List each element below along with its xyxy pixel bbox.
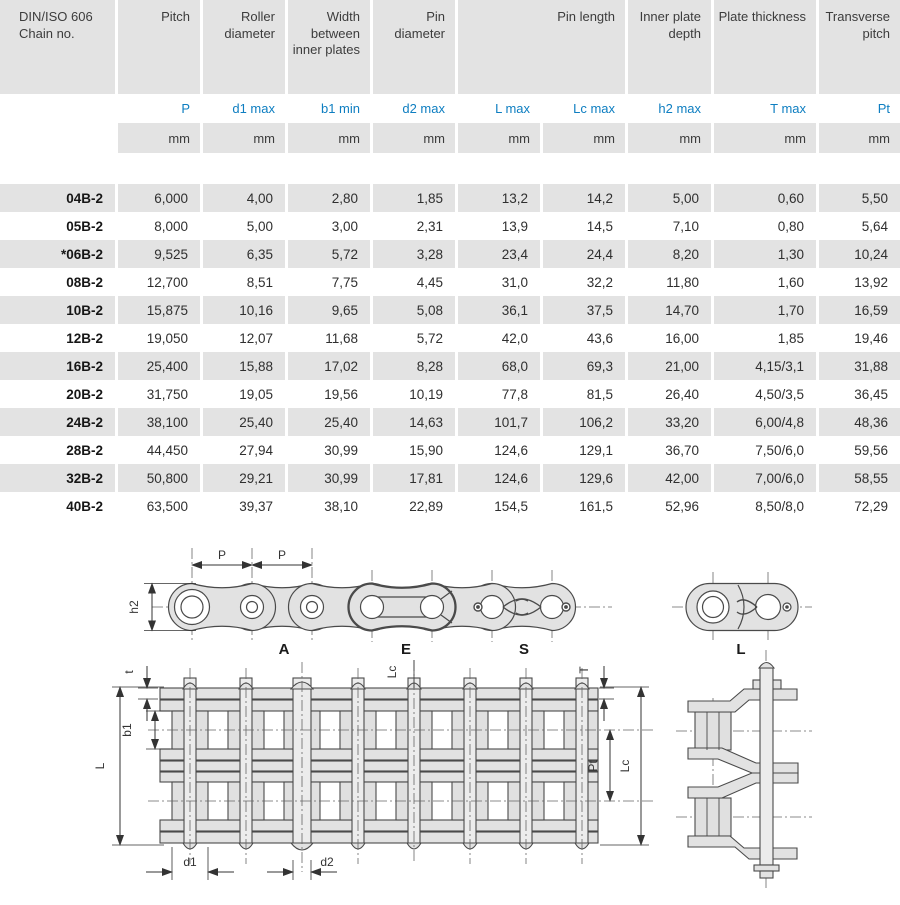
value-cell: 31,750 [115, 380, 200, 408]
value-cell: 17,81 [370, 464, 455, 492]
value-cell: 16,59 [816, 296, 900, 324]
value-cell: 4,45 [370, 268, 455, 296]
table-row [0, 296, 900, 324]
table-row [0, 184, 900, 212]
value-cell: 44,450 [115, 436, 200, 464]
value-cell: 22,89 [370, 492, 455, 520]
unit-cell: mm [711, 123, 816, 153]
value-cell: 36,1 [455, 296, 540, 324]
value-cell: 32,2 [540, 268, 625, 296]
unit-cell: mm [115, 123, 200, 153]
value-cell: 1,85 [370, 184, 455, 212]
value-cell: 154,5 [455, 492, 540, 520]
chain-no-cell: 12B-2 [0, 324, 115, 352]
pt-dim-label: Pt [586, 760, 600, 772]
value-cell: 63,500 [115, 492, 200, 520]
technical-drawings [0, 520, 900, 900]
value-cell: 7,75 [285, 268, 370, 296]
value-cell: 33,20 [625, 408, 711, 436]
value-cell: 5,72 [285, 240, 370, 268]
col-header-inner-plate-depth: Inner plate depth [625, 0, 711, 94]
value-cell: 4,15/3,1 [711, 352, 816, 380]
value-cell: 26,40 [625, 380, 711, 408]
value-cell: 1,85 [711, 324, 816, 352]
h2-dim-label: h2 [127, 600, 141, 614]
value-cell: 11,68 [285, 324, 370, 352]
value-cell: 19,56 [285, 380, 370, 408]
value-cell: 101,7 [455, 408, 540, 436]
value-cell: 14,70 [625, 296, 711, 324]
value-cell: 31,0 [455, 268, 540, 296]
symbol-b1-min: b1 min [285, 94, 370, 123]
chain-no-cell: 32B-2 [0, 464, 115, 492]
value-cell: 42,0 [455, 324, 540, 352]
value-cell: 5,50 [816, 184, 900, 212]
value-cell: 36,70 [625, 436, 711, 464]
unit-cell: mm [625, 123, 711, 153]
value-cell: 39,37 [200, 492, 285, 520]
chain-no-cell: 24B-2 [0, 408, 115, 436]
chain-no-cell: 28B-2 [0, 436, 115, 464]
table-body [0, 184, 900, 520]
d1-dim-label: d1 [183, 855, 197, 869]
unit-cell: mm [285, 123, 370, 153]
chain-no-cell: 10B-2 [0, 296, 115, 324]
value-cell: 14,2 [540, 184, 625, 212]
value-cell: 5,08 [370, 296, 455, 324]
col-header-plate-thickness: Plate thickness [711, 0, 816, 94]
value-cell: 27,94 [200, 436, 285, 464]
value-cell: 68,0 [455, 352, 540, 380]
symbol-h2-max: h2 max [625, 94, 711, 123]
value-cell: 59,56 [816, 436, 900, 464]
value-cell: 72,29 [816, 492, 900, 520]
value-cell: 15,88 [200, 352, 285, 380]
value-cell: 161,5 [540, 492, 625, 520]
value-cell: 0,80 [711, 212, 816, 240]
value-cell: 31,88 [816, 352, 900, 380]
value-cell: 13,2 [455, 184, 540, 212]
pitch-dim-label: P [277, 548, 287, 562]
chain-plan-view [148, 660, 656, 872]
value-cell: 0,60 [711, 184, 816, 212]
unit-cell: mm [455, 123, 540, 153]
l-dim-label: L [93, 762, 107, 770]
value-cell: 24,4 [540, 240, 625, 268]
table-row [0, 408, 900, 436]
chain-no-cell: 05B-2 [0, 212, 115, 240]
unit-cell: mm [200, 123, 285, 153]
col-header-inner-width: Width between inner plates [285, 0, 370, 94]
table-row [0, 352, 900, 380]
value-cell: 15,875 [115, 296, 200, 324]
chain-no-cell: 20B-2 [0, 380, 115, 408]
value-cell: 36,45 [816, 380, 900, 408]
value-cell: 13,92 [816, 268, 900, 296]
value-cell: 38,100 [115, 408, 200, 436]
link-label-l: L [736, 641, 746, 658]
value-cell: 6,000 [115, 184, 200, 212]
value-cell: 12,700 [115, 268, 200, 296]
spacer-row [0, 153, 900, 184]
value-cell: 30,99 [285, 436, 370, 464]
table-row [0, 324, 900, 352]
value-cell: 8,51 [200, 268, 285, 296]
symbol-p: P [115, 94, 200, 123]
symbol-d2-max: d2 max [370, 94, 455, 123]
col-header-chain-no [0, 0, 115, 94]
value-cell: 13,9 [455, 212, 540, 240]
value-cell: 15,90 [370, 436, 455, 464]
col-header-roller-diameter: Roller diameter [200, 0, 285, 94]
table-row [0, 464, 900, 492]
chain-side-view [152, 548, 812, 642]
table-row [0, 380, 900, 408]
value-cell: 129,6 [540, 464, 625, 492]
value-cell: 69,3 [540, 352, 625, 380]
value-cell: 9,65 [285, 296, 370, 324]
symbol-empty-cell [0, 94, 115, 123]
value-cell: 5,64 [816, 212, 900, 240]
section-label-e: E [400, 641, 412, 658]
value-cell: 30,99 [285, 464, 370, 492]
value-cell: 6,00/4,8 [711, 408, 816, 436]
value-cell: 58,55 [816, 464, 900, 492]
value-cell: 2,31 [370, 212, 455, 240]
value-cell: 29,21 [200, 464, 285, 492]
value-cell: 2,80 [285, 184, 370, 212]
value-cell: 11,80 [625, 268, 711, 296]
table-row [0, 268, 900, 296]
value-cell: 25,400 [115, 352, 200, 380]
table-row [0, 436, 900, 464]
symbol-row [0, 94, 900, 123]
value-cell: 5,72 [370, 324, 455, 352]
value-cell: 8,20 [625, 240, 711, 268]
lc-top-dim-label: Lc [385, 665, 399, 679]
standard-label: DIN/ISO 606 [19, 9, 93, 24]
value-cell: 8,000 [115, 212, 200, 240]
value-cell: 7,00/6,0 [711, 464, 816, 492]
value-cell: 3,28 [370, 240, 455, 268]
chain-no-cell: 40B-2 [0, 492, 115, 520]
unit-empty-cell [0, 123, 115, 153]
value-cell: 25,40 [285, 408, 370, 436]
value-cell: 19,05 [200, 380, 285, 408]
chain-no-cell: 04B-2 [0, 184, 115, 212]
value-cell: 25,40 [200, 408, 285, 436]
symbol-t-max: T max [711, 94, 816, 123]
value-cell: 16,00 [625, 324, 711, 352]
value-cell: 19,050 [115, 324, 200, 352]
t-dim-label: t [122, 670, 136, 674]
value-cell: 14,5 [540, 212, 625, 240]
table-row [0, 240, 900, 268]
value-cell: 5,00 [625, 184, 711, 212]
chain-no-cell: *06B-2 [0, 240, 115, 268]
value-cell: 7,10 [625, 212, 711, 240]
value-cell: 42,00 [625, 464, 711, 492]
value-cell: 10,16 [200, 296, 285, 324]
value-cell: 8,28 [370, 352, 455, 380]
value-cell: 1,30 [711, 240, 816, 268]
value-cell: 21,00 [625, 352, 711, 380]
value-cell: 7,50/6,0 [711, 436, 816, 464]
value-cell: 38,10 [285, 492, 370, 520]
value-cell: 6,35 [200, 240, 285, 268]
section-label-s: S [518, 641, 530, 658]
unit-cell: mm [370, 123, 455, 153]
value-cell: 43,6 [540, 324, 625, 352]
value-cell: 48,36 [816, 408, 900, 436]
value-cell: 8,50/8,0 [711, 492, 816, 520]
t-cap-dim-label: T [577, 666, 591, 674]
value-cell: 1,70 [711, 296, 816, 324]
chain-no-cell: 08B-2 [0, 268, 115, 296]
offset-link-l [672, 572, 812, 642]
value-cell: 9,525 [115, 240, 200, 268]
d2-dim-label: d2 [320, 855, 334, 869]
lc-right-dim-label: Lc [618, 759, 632, 773]
value-cell: 129,1 [540, 436, 625, 464]
section-label-a: A [278, 641, 290, 658]
value-cell: 106,2 [540, 408, 625, 436]
symbol-pt: Pt [816, 94, 900, 123]
value-cell: 1,60 [711, 268, 816, 296]
col-header-transverse-pitch: Transverse pitch [816, 0, 900, 94]
table-header [0, 0, 900, 184]
chain-no-cell: 16B-2 [0, 352, 115, 380]
table-row [0, 492, 900, 520]
value-cell: 12,07 [200, 324, 285, 352]
table-row [0, 212, 900, 240]
symbol-lc-max: Lc max [540, 94, 625, 123]
symbol-l-max: L max [455, 94, 540, 123]
value-cell: 23,4 [455, 240, 540, 268]
value-cell: 50,800 [115, 464, 200, 492]
chain-no-label: Chain no. [19, 25, 75, 41]
value-cell: 5,00 [200, 212, 285, 240]
unit-cell: mm [540, 123, 625, 153]
value-cell: 14,63 [370, 408, 455, 436]
value-cell: 3,00 [285, 212, 370, 240]
cranked-link-view [676, 650, 812, 888]
column-header-row [0, 0, 900, 94]
col-header-pin-diameter: Pin diameter [370, 0, 455, 94]
value-cell: 4,50/3,5 [711, 380, 816, 408]
value-cell: 10,19 [370, 380, 455, 408]
b1-dim-label: b1 [120, 723, 134, 737]
symbol-d1-max: d1 max [200, 94, 285, 123]
value-cell: 10,24 [816, 240, 900, 268]
unit-row [0, 123, 900, 153]
value-cell: 37,5 [540, 296, 625, 324]
value-cell: 52,96 [625, 492, 711, 520]
value-cell: 4,00 [200, 184, 285, 212]
col-header-pin-length: Pin length [455, 0, 625, 94]
value-cell: 17,02 [285, 352, 370, 380]
value-cell: 81,5 [540, 380, 625, 408]
value-cell: 124,6 [455, 436, 540, 464]
value-cell: 19,46 [816, 324, 900, 352]
unit-cell: mm [816, 123, 900, 153]
value-cell: 124,6 [455, 464, 540, 492]
col-header-pitch: Pitch [115, 0, 200, 94]
value-cell: 77,8 [455, 380, 540, 408]
pitch-dim-label: P [217, 548, 227, 562]
